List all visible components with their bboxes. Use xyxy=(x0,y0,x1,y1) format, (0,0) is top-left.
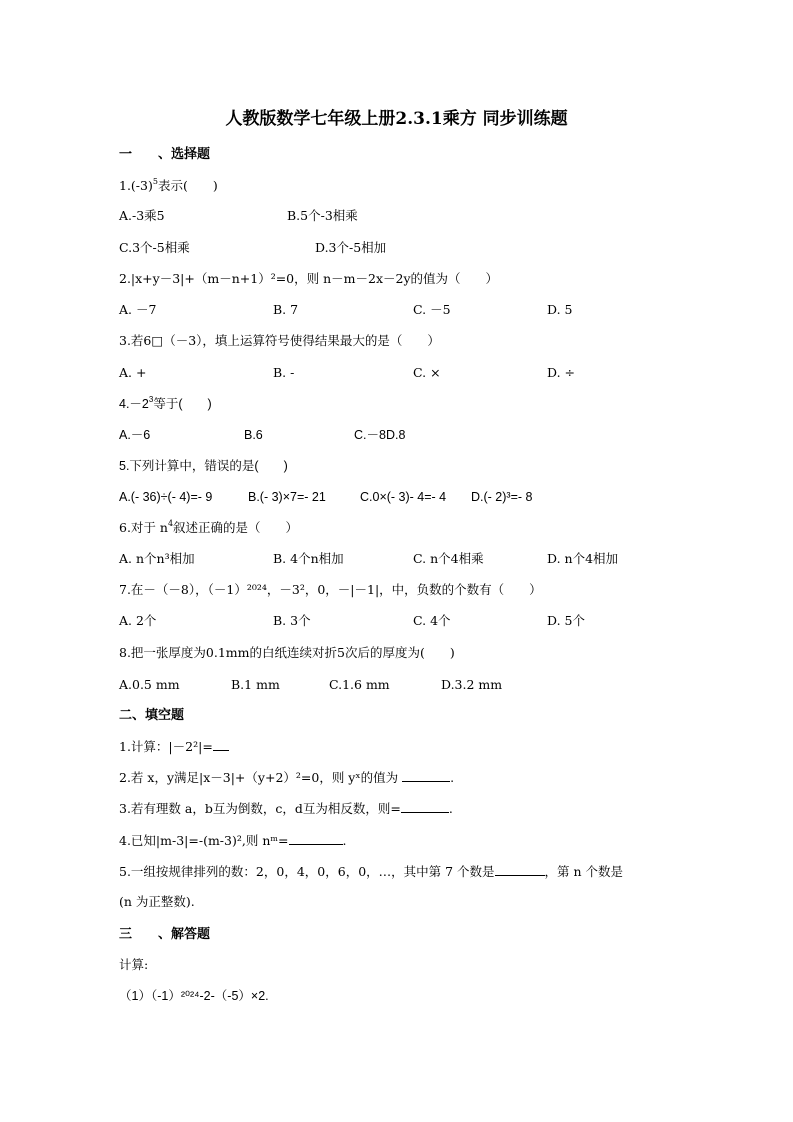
question-4: $4.-2^3$等于( ) xyxy=(119,395,212,411)
answer-blank xyxy=(289,832,343,845)
q4-option-b: B.6 xyxy=(244,428,263,442)
question-7: 7.在－（－8），（－1）²⁰²⁴，－3²，0，－|－1|，中，负数的个数有（ ） xyxy=(119,582,542,597)
fill-question-5-cont: (n 为正整数). xyxy=(119,894,195,909)
q6-option-a: A. n个n³相加 xyxy=(119,551,195,566)
q5-option-b: B.(- 3)×7=- 21 xyxy=(248,490,326,504)
q2-option-a: A. －7 xyxy=(119,302,157,317)
q3-option-c: C. × xyxy=(413,365,441,380)
q6-option-c: C. n个4相乘 xyxy=(413,551,484,566)
q4-option-cd: C.－8D.8 xyxy=(354,428,406,442)
question-2: 2.|x+y－3|+（m－n+1）²=0，则 n－m－2x－2y的值为（ ） xyxy=(119,271,499,286)
question-5: 5.下列计算中，错误的是( ) xyxy=(119,459,288,473)
fill-question-2: 2.若 x，y满足|x－3|+（y+2）²=0，则 yˣ的值为 . xyxy=(119,770,455,785)
section-heading-fill: 二、填空题 xyxy=(119,707,185,722)
answer-blank xyxy=(401,800,449,813)
fill-question-3: 3.若有理数 a，b互为倒数，c，d互为相反数，则= . xyxy=(119,801,453,816)
answer-blank xyxy=(495,863,545,876)
q6-option-d: D. n个4相加 xyxy=(547,551,619,566)
question-6: 6.对于 $n^4$叙述正确的是（ ） xyxy=(119,519,299,535)
q8-option-d: D.3.2 mm xyxy=(441,677,503,692)
q7-option-d: D. 5个 xyxy=(547,613,585,628)
q4-option-a: A.－6 xyxy=(119,428,151,442)
answer-blank xyxy=(213,738,229,751)
q3-option-d: D. ÷ xyxy=(547,365,575,380)
q7-option-c: C. 4个 xyxy=(413,613,451,628)
q2-option-b: B. 7 xyxy=(273,302,299,317)
q1-option-b: B.5个-3相乘 xyxy=(287,208,358,223)
fill-question-1: 1.计算：|－2²|= xyxy=(119,738,229,755)
section-heading-solve: 三 、解答题 xyxy=(119,926,211,941)
question-8: 8.把一张厚度为0.1mm的白纸连续对折5次后的厚度为( ) xyxy=(119,645,455,660)
solve-intro: 计算: xyxy=(119,957,149,972)
fill-question-4: 4.已知|m-3|=-(m-3)²,则 nᵐ= . xyxy=(119,833,347,848)
question-1: $1.(-3)^5$表示( ) xyxy=(119,177,218,193)
question-3: 3.若6□（－3），填上运算符号使得结果最大的是（ ） xyxy=(119,333,440,348)
q7-option-a: A. 2个 xyxy=(119,613,157,628)
q1-option-a: A.-3乘5 xyxy=(119,208,165,223)
q5-option-a: A.(- 36)÷(- 4)=- 9 xyxy=(119,490,213,504)
q2-option-d: D. 5 xyxy=(547,302,573,317)
q3-option-b: B. - xyxy=(273,365,295,380)
answer-blank xyxy=(402,769,450,782)
q8-option-a: A.0.5 mm xyxy=(119,677,180,692)
q1-option-c: C.3个-5相乘 xyxy=(119,240,190,255)
q8-option-c: C.1.6 mm xyxy=(329,677,390,692)
q6-option-b: B. 4个n相加 xyxy=(273,551,344,566)
page-title: 人教版数学七年级上册2.3.1乘方 同步训练题 xyxy=(225,109,568,129)
q5-option-d: D.(- 2)³=- 8 xyxy=(471,490,533,504)
q3-option-a: A. + xyxy=(119,365,147,380)
fill-question-5: 5.一组按规律排列的数：2，0，4，0，6，0，…，其中第 7 个数是 ，第 n 个数是 xyxy=(119,864,624,879)
solve-problem-1: （1）（-1）²⁰²⁴-2-（-5）×2. xyxy=(119,989,269,1003)
q7-option-b: B. 3个 xyxy=(273,613,311,628)
section-heading-choice: 一 、选择题 xyxy=(119,146,211,161)
q2-option-c: C. －5 xyxy=(413,302,451,317)
q1-option-d: D.3个-5相加 xyxy=(315,240,387,255)
q5-option-c: C.0×(- 3)- 4=- 4 xyxy=(360,490,447,504)
q8-option-b: B.1 mm xyxy=(231,677,280,692)
